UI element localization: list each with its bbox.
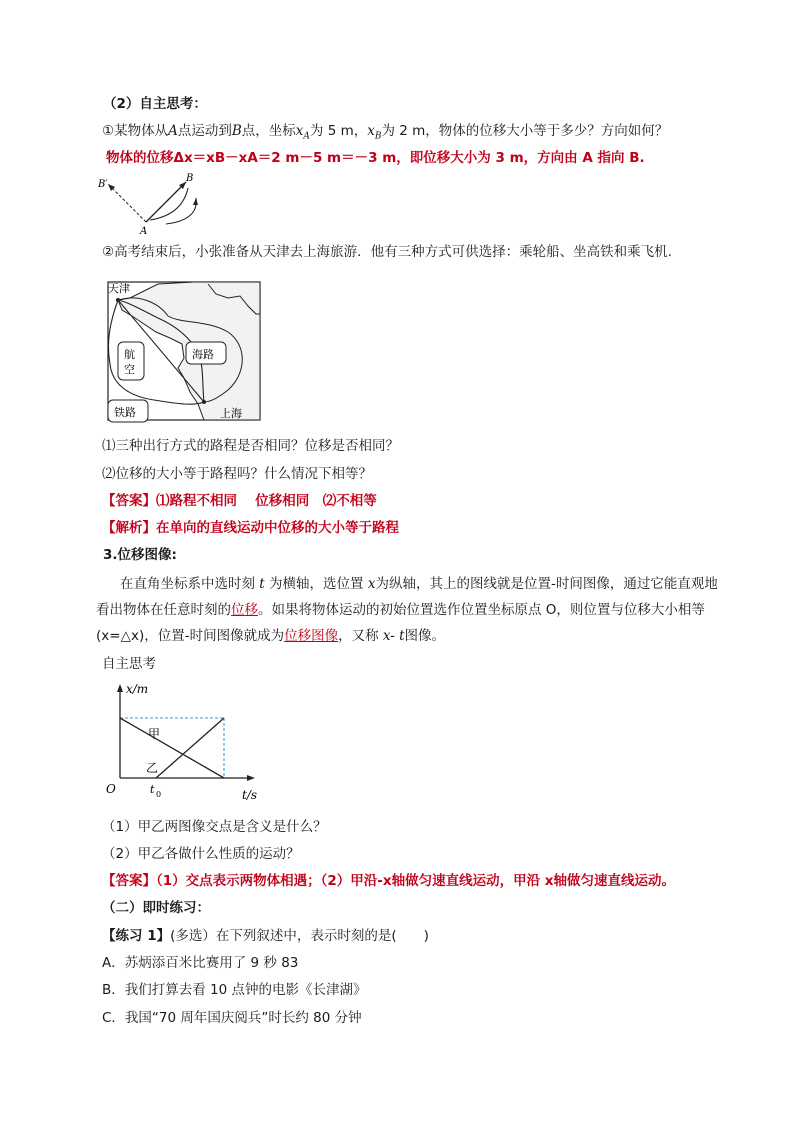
q1-mid2: 点，坐标 [241, 123, 296, 139]
p1-x: x [367, 576, 376, 592]
curve-arrow [193, 198, 198, 205]
answer-tag: 【答案】 [102, 493, 156, 509]
label-a: A [140, 226, 148, 237]
blank-displacement-graph: 位移图像 [284, 628, 339, 644]
label-rail: 铁路 [114, 406, 136, 419]
question-travel: ②高考结束后，小张准备从天津去上海旅游．他有三种方式可供选择：乘轮船、坐高铁和乘飞机. [102, 244, 672, 260]
self-think-label: 自主思考 [102, 656, 156, 672]
label-air-1: 航 [124, 348, 135, 361]
option-c: C．我国“70 周年国庆阅兵”时长约 80 分钟 [102, 1010, 362, 1026]
q1-xb-sub: B [374, 131, 382, 142]
section-heading-self-think: （2）自主思考： [103, 96, 207, 112]
p2-part-a: 看出物体在任意时刻的 [96, 602, 231, 618]
exercise-tag: 【练习 1】 [102, 928, 171, 944]
sub-question-1: ⑴三种出行方式的路程是否相同？位移是否相同？ [102, 438, 399, 454]
shanghai-dot [202, 400, 206, 404]
label-b: B [186, 173, 194, 184]
answer-graph-tag: 【答案】 [102, 873, 156, 889]
x-axis-arrow [247, 775, 255, 781]
para-line-2 [96, 600, 705, 620]
origin-label: O [106, 782, 116, 796]
p3-part-c: 图像。 [404, 628, 446, 644]
question-displacement [102, 121, 668, 147]
section-heading-practice: （二）即时练习： [102, 900, 210, 916]
analysis-travel [102, 518, 399, 538]
q1-xa: x [295, 123, 304, 139]
tianjin-dot [116, 298, 120, 302]
exercise-text: (多选）在下列叙述中，表示时刻的是( ) [170, 928, 429, 944]
label-jia: 甲 [148, 727, 161, 741]
label-sea: 海路 [192, 348, 214, 361]
para-line-1 [120, 574, 718, 594]
q1-prefix: ①某物体从 [102, 123, 169, 139]
curve-path-1 [150, 188, 188, 220]
q1-point-b: B [231, 123, 242, 139]
y-axis-arrow [117, 684, 123, 692]
line-ab-prime [108, 184, 146, 222]
p1-part-c: 为纵轴，其上的图线就是位置-时间图像，通过它能直观地 [375, 576, 718, 592]
blank-displacement: 位移 [231, 602, 258, 618]
sub-question-2: ⑵位移的大小等于路程吗？什么情况下相等？ [102, 466, 372, 482]
q1-suffix: 为 2 m，物体的位移大小等于多少？方向如何？ [381, 123, 669, 139]
section-heading-position-graph: 3.位移图像: [103, 547, 177, 563]
analysis-text: 在单向的直线运动中位移的大小等于路程 [156, 520, 399, 536]
curve-path-2 [166, 198, 196, 224]
analysis-tag: 【解析】 [102, 520, 156, 536]
label-b-prime: B′ [98, 179, 108, 190]
answer-travel [102, 491, 377, 511]
para-line-3 [96, 626, 445, 646]
answer-graph-text: （1）交点表示两物体相遇；（2）甲沿-x轴做匀速直线运动，甲沿 x轴做匀速直线运动。 [156, 873, 676, 889]
answer-graph [102, 871, 675, 891]
xt-graph [100, 680, 280, 805]
p3-part-b: ，又称 [338, 628, 379, 644]
graph-question-1: （1）甲乙两图像交点是含义是什么？ [102, 819, 327, 835]
q1-point-a: A [168, 123, 178, 139]
displacement-figure [96, 170, 216, 240]
p2-part-b: 。如果将物体运动的初始位置选作位置坐标原点 O，则位置与位移大小相等 [258, 602, 705, 618]
t0-label: t [150, 783, 155, 796]
p1-part-b: 为横轴，选位置 [269, 576, 364, 592]
p3-part-a: (x=△x)，位置-时间图像就成为 [96, 628, 285, 644]
travel-map [98, 272, 264, 422]
label-air-2: 空 [124, 363, 135, 376]
q1-mid3: 为 5 m， [309, 123, 368, 139]
p3-xt: x- t [382, 628, 405, 644]
option-a: A．苏炳添百米比赛用了 9 秒 83 [102, 955, 299, 971]
label-shanghai: 上海 [220, 407, 242, 420]
x-axis-label: t/s [242, 788, 258, 802]
answer-displacement: 物体的位移Δx＝xB－xA＝2 m－5 m＝－3 m，即位移大小为 3 m，方向由 A 指向 B. [106, 150, 645, 166]
graph-question-2: （2）甲乙各做什么性质的运动？ [102, 846, 300, 862]
line-jia [120, 718, 224, 778]
q1-xb: x [367, 123, 375, 139]
exercise-1 [102, 926, 429, 946]
q1-xa-sub: A [303, 131, 310, 142]
line-yi [156, 718, 224, 778]
answer-text: ⑴路程不相同 位移相同 ⑵不相等 [156, 493, 377, 509]
label-tianjin: 天津 [108, 282, 130, 295]
p1-t: t [259, 576, 265, 592]
y-axis-label: x/m [126, 682, 149, 696]
p1-part-a: 在直角坐标系中选时刻 [120, 576, 255, 592]
label-yi: 乙 [146, 761, 159, 775]
option-b: B．我们打算去看 10 点钟的电影《长津湖》 [102, 982, 367, 998]
q1-mid1: 点运动到 [177, 123, 232, 139]
t0-sub-label: 0 [156, 790, 162, 799]
